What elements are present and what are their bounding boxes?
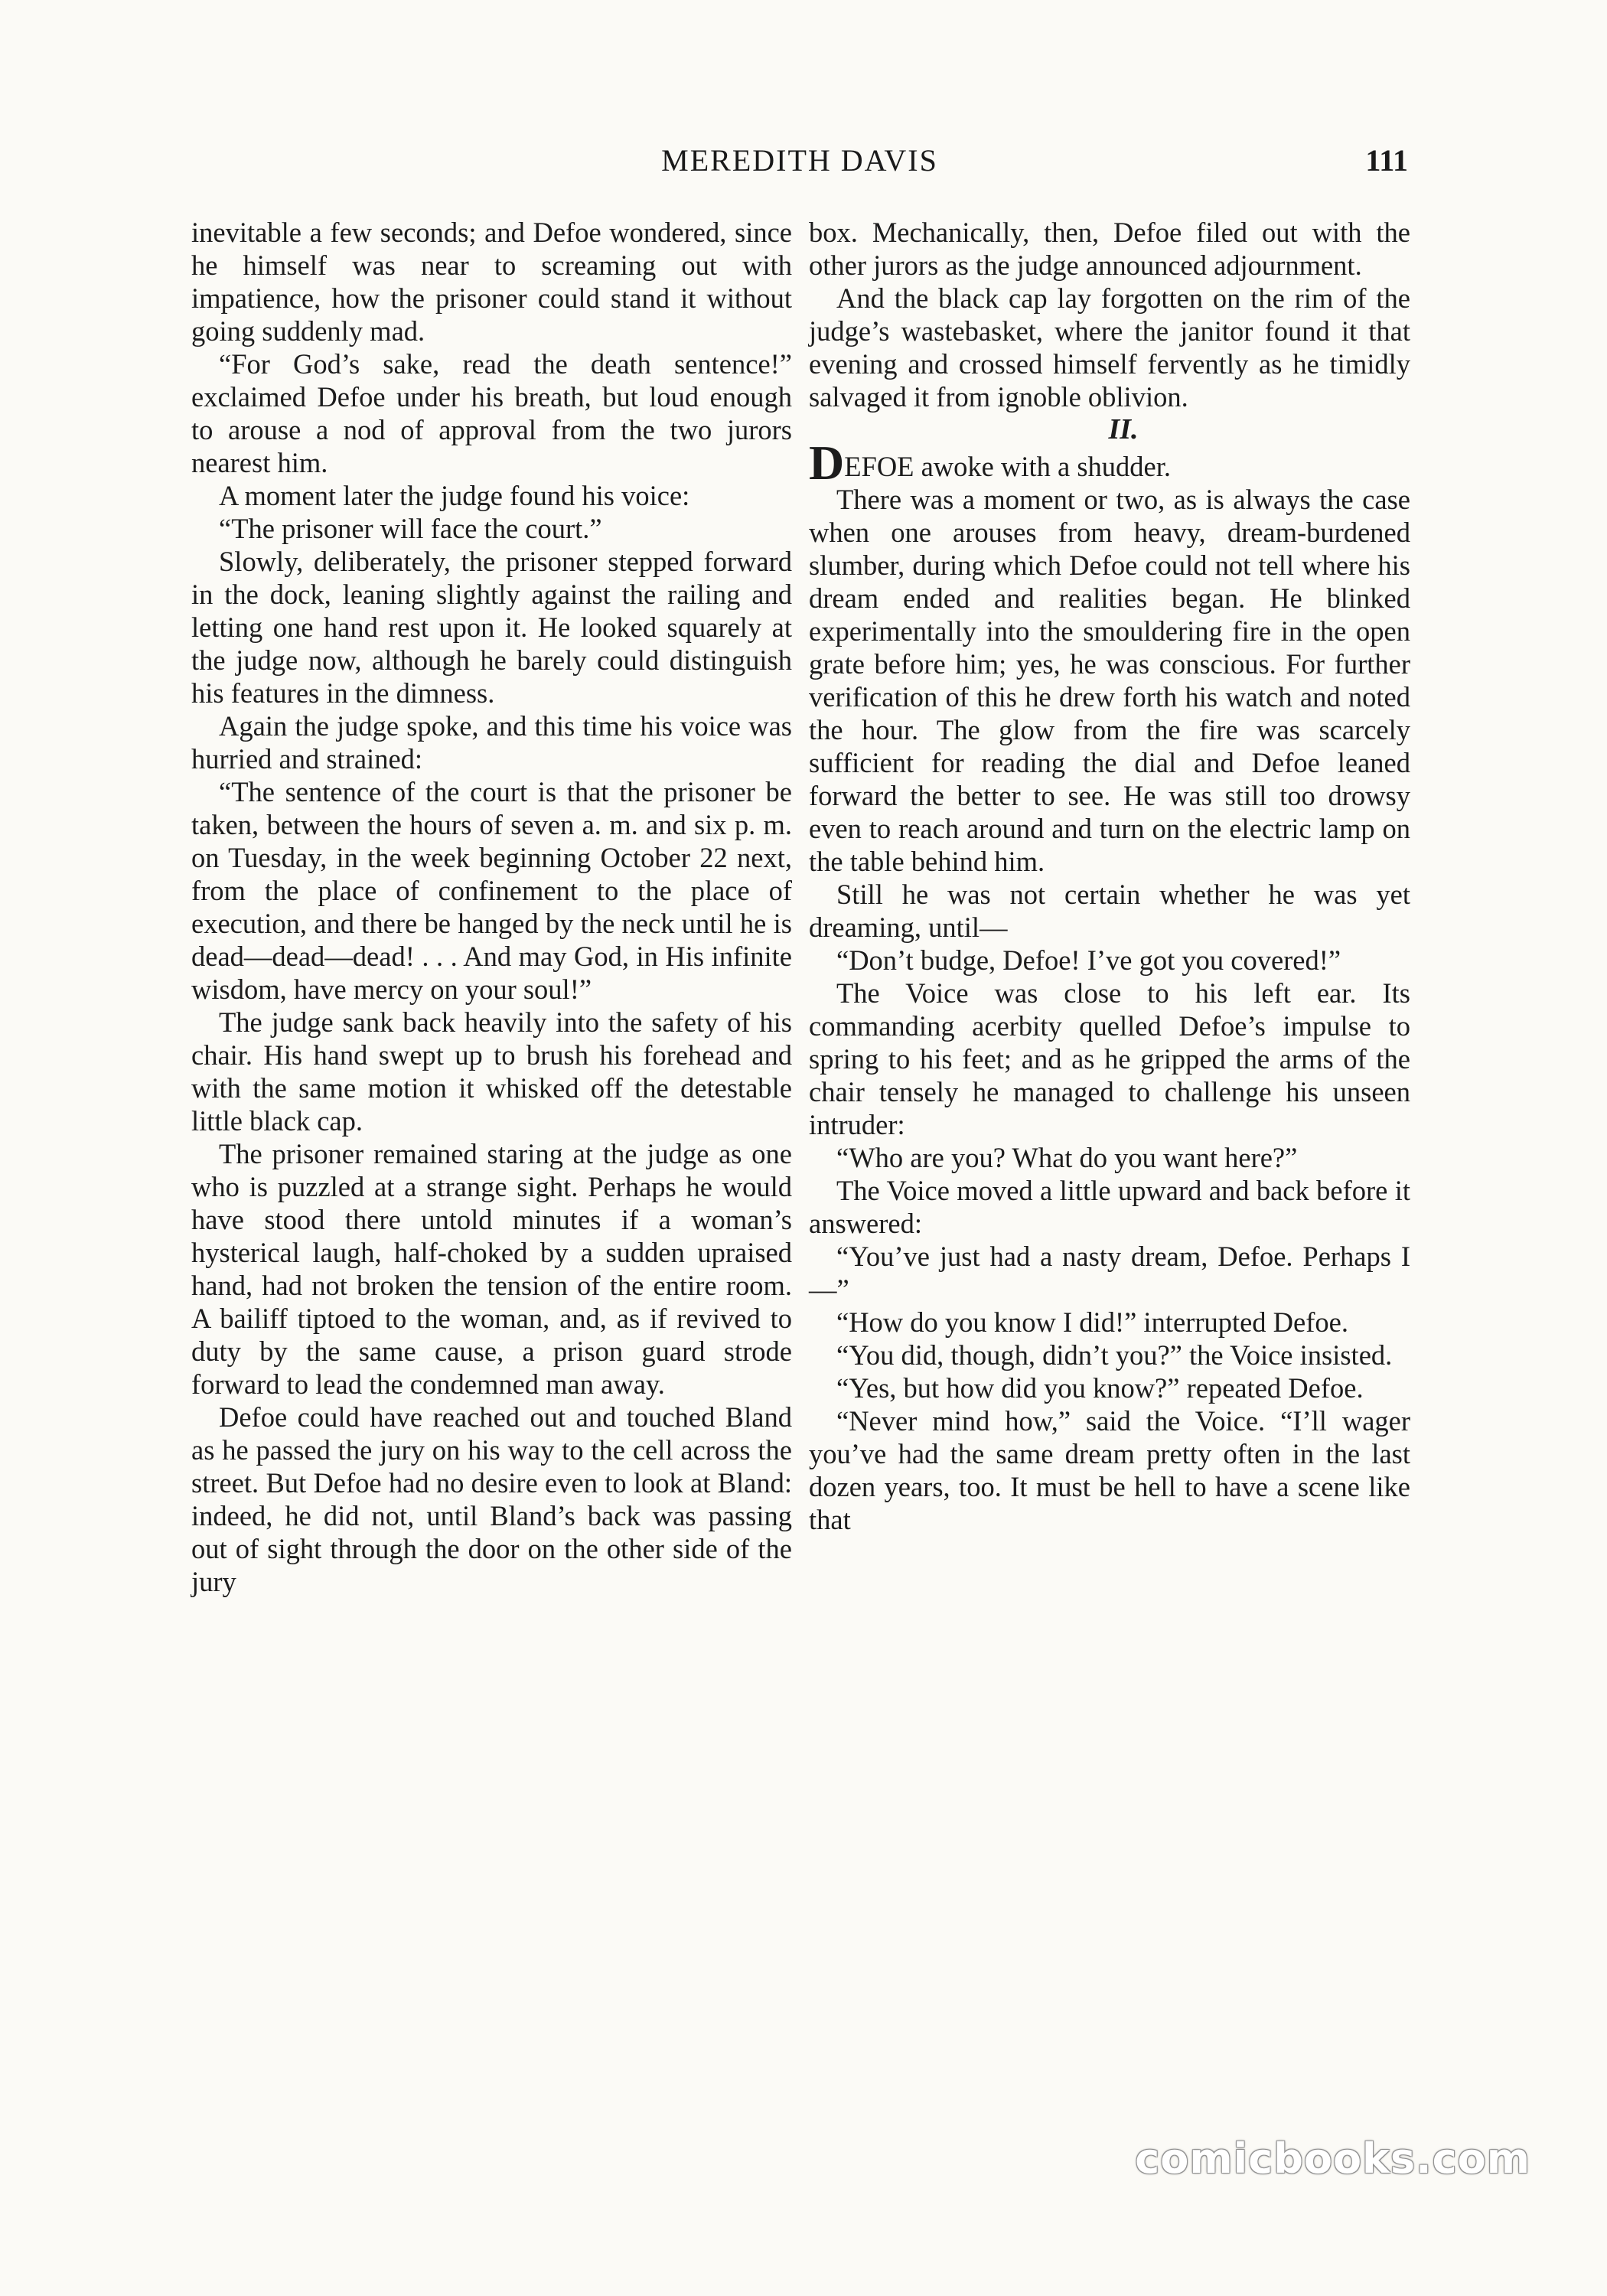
paragraph: box. Mechanically, then, Defoe filed out with the other jurors as the judge announced adjournment. — [809, 217, 1410, 281]
right-column — [809, 216, 1410, 1536]
paragraph: A moment later the judge found his voice: — [219, 480, 690, 511]
paragraph: “You did, though, didn’t you?” the Voice insisted. — [836, 1339, 1393, 1371]
chapter-opening — [809, 435, 1410, 490]
page-header — [191, 142, 1408, 188]
paragraph: “How do you know I did!” interrupted Defoe. — [836, 1306, 1348, 1338]
paragraph: Still he was not certain whether he was yet dreaming, until— — [809, 879, 1410, 943]
paragraph: inevitable a few seconds; and Defoe wondered, since he himself was near to screaming out with impatience, how the prisoner could stand it without going suddenly mad. — [191, 217, 792, 347]
paragraph: “The sentence of the court is that the prisoner be taken, between the hours of seven a. m. and six p. m. on Tuesday, in the week beginning October 22 next, from the place of confinement to the place of execution, and there be hanged by the neck until he is dead—dead—dead! . . . And may God, in His infinite wisdom, have mercy on your soul!” — [191, 776, 792, 1005]
paragraph: “The prisoner will face the court.” — [219, 513, 602, 544]
opening-text: EFOE awoke with a shudder. — [844, 451, 1171, 482]
paragraph: Slowly, deliberately, the prisoner stepped forward in the dock, leaning slightly against the railing and letting one hand rest upon it. He looked squarely at the judge now, although he barely could distinguish his features in the dimness. — [191, 546, 792, 709]
paragraph: “Yes, but how did you know?” repeated Defoe. — [836, 1372, 1364, 1404]
page-number: 111 — [1365, 143, 1408, 178]
watermark-logo: comicbooks.com — [1135, 2135, 1530, 2183]
paragraph: The Voice was close to his left ear. Its commanding acerbity quelled Defoe’s impulse to spring to his feet; and as he gripped the arms of the chair tensely he managed to challenge his unseen intruder: — [809, 977, 1410, 1140]
paragraph: “Don’t budge, Defoe! I’ve got you covered!” — [836, 944, 1341, 976]
paragraph: “You’ve just had a nasty dream, Defoe. Perhaps I—” — [809, 1241, 1410, 1305]
paragraph: Again the judge spoke, and this time his voice was hurried and strained: — [191, 710, 792, 775]
paragraph: The judge sank back heavily into the safety of his chair. His hand swept up to brush his forehead and with the same motion it whisked off the detestable little black cap. — [191, 1006, 792, 1137]
paragraph: “Who are you? What do you want here?” — [836, 1142, 1298, 1173]
paragraph: “For God’s sake, read the death sentence!” exclaimed Defoe under his breath, but loud enough to arouse a nod of approval from the two jurors nearest him. — [191, 348, 792, 478]
drop-cap: D — [809, 435, 845, 490]
paragraph: “Never mind how,” said the Voice. “I’ll wager you’ve had the same dream pretty often in the last dozen years, too. It must be hell to have a scene like that — [809, 1405, 1410, 1535]
paragraph: And the black cap lay forgotten on the rim of the judge’s wastebasket, where the janitor found it that evening and crossed himself fervently as he timidly salvaged it from ignoble oblivion. — [809, 282, 1410, 413]
left-column — [191, 216, 792, 1598]
paragraph: Defoe could have reached out and touched Bland as he passed the jury on his way to the cell across the street. But Defoe had no desire even to look at Bland: indeed, he did not, until Bland’s back was passing out of sight through the door on the other side of the jury — [191, 1401, 792, 1597]
paragraph: The prisoner remained staring at the judge as one who is puzzled at a strange sight. Perhaps he would have stood there untold minutes if a woman’s hysterical laugh, half-choked by a sudden upraised hand, had not broken the tension of the entire room. A bailiff tiptoed to the woman, and, as if revived to duty by the same cause, a prison guard strode forward to lead the condemned man away. — [191, 1138, 792, 1400]
paragraph: The Voice moved a little upward and back before it answered: — [809, 1175, 1410, 1239]
running-head: MEREDITH DAVIS — [661, 143, 938, 178]
paragraph: There was a moment or two, as is always the case when one arouses from heavy, dream-burdened slumber, during which Defoe could not tell where his dream ended and realities began. He blinked experimentally into the smouldering fire in the open grate before him; yes, he was conscious. For further verification of this he drew forth his watch and noted the hour. The glow from the fire was scarcely sufficient for reading the dial and Defoe leaned forward the better to see. He was still too drowsy even to reach around and turn on the electric lamp on the table behind him. — [809, 484, 1410, 877]
section-heading: II. — [1108, 413, 1139, 445]
